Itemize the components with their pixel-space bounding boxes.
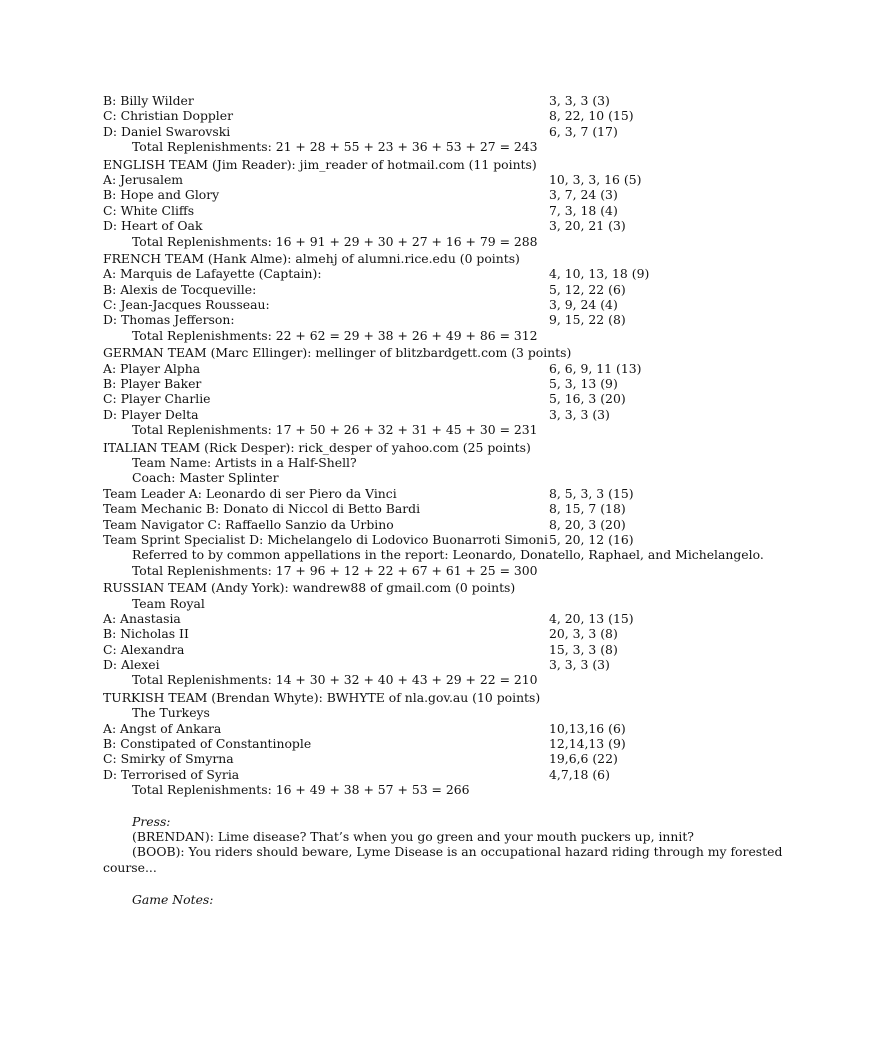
roster-row — [103, 282, 793, 297]
rider-stats: 4,7,18 (6) — [549, 766, 610, 782]
rider-name: D: Player Delta — [103, 406, 199, 422]
team-coach: Coach: Master Splinter — [132, 470, 279, 486]
rider-name: B: Constipated of Constantinople — [103, 736, 312, 752]
russian-team-section — [103, 580, 793, 688]
roster-row — [103, 312, 793, 327]
team-header: RUSSIAN TEAM (Andy York): wandrew88 of gmail.com (0 points) — [103, 580, 516, 596]
rider-name: A: Player Alpha — [103, 360, 201, 376]
rider-stats: 3, 3, 3 (3) — [549, 657, 610, 673]
roster-row — [103, 203, 793, 218]
game-notes-heading: Game Notes: — [132, 892, 214, 908]
roster-row — [103, 93, 793, 108]
team-name: Team Name: Artists in a Half-Shell? — [132, 454, 357, 470]
press-quote-boob: (BOOB): You riders should beware, Lyme Disease is an occupational hazard riding through my forested course... — [103, 844, 783, 876]
total-replenishments: Total Replenishments: 17 + 96 + 12 + 22 + 67 + 61 + 25 = 300 — [132, 562, 538, 578]
press-heading: Press: — [132, 813, 171, 829]
rider-stats: 15, 3, 3 (8) — [549, 641, 618, 657]
rider-name: C: Jean-Jacques Rousseau: — [103, 297, 270, 313]
rider-stats: 5, 3, 13 (9) — [549, 376, 618, 392]
rider-name: C: Smirky of Smyrna — [103, 751, 234, 767]
total-replenishments: Total Replenishments: 14 + 30 + 32 + 40 + 43 + 29 + 22 = 210 — [132, 672, 538, 688]
rider-name: C: Player Charlie — [103, 391, 211, 407]
italian-team-section — [103, 440, 793, 579]
roster-row — [103, 407, 793, 422]
rider-stats: 9, 15, 22 (8) — [549, 312, 626, 328]
rider-name: Team Navigator C: Raffaello Sanzio da Urbino — [103, 516, 394, 532]
team-header: ITALIAN TEAM (Rick Desper): rick_desper of yahoo.com (25 points) — [103, 439, 531, 455]
rider-stats: 10, 3, 3, 16 (5) — [549, 171, 642, 187]
rider-name: Team Leader A: Leonardo di ser Piero da Vinci — [103, 485, 397, 501]
rider-stats: 5, 20, 12 (16) — [549, 531, 634, 547]
top-team-section — [103, 93, 793, 155]
roster-row — [103, 108, 793, 123]
total-replenishments: Total Replenishments: 17 + 50 + 26 + 32 + 31 + 45 + 30 = 231 — [132, 422, 538, 438]
roster-row — [103, 218, 793, 233]
team-header: GERMAN TEAM (Marc Ellinger): mellinger of blitzbardgett.com (3 points) — [103, 345, 572, 361]
total-replenishments: Total Replenishments: 21 + 28 + 55 + 23 + 36 + 53 + 27 = 243 — [132, 139, 538, 155]
rider-stats: 7, 3, 18 (4) — [549, 202, 618, 218]
rider-stats: 8, 5, 3, 3 (15) — [549, 485, 634, 501]
roster-row — [103, 297, 793, 312]
game-notes-section — [103, 892, 793, 907]
roster-row — [103, 266, 793, 281]
rider-name: D: Alexei — [103, 657, 160, 673]
roster-row — [103, 187, 793, 202]
rider-stats: 3, 3, 3 (3) — [549, 93, 610, 108]
roster-row — [103, 751, 793, 766]
press-section — [103, 814, 793, 877]
turkish-team-section — [103, 690, 793, 798]
team-note: Referred to by common appellations in the report: Leonardo, Donatello, Raphael, and Michelangelo. — [132, 547, 764, 563]
rider-name: C: Christian Doppler — [103, 108, 234, 124]
rider-name: A: Marquis de Lafayette (Captain): — [103, 266, 322, 282]
roster-row — [103, 376, 793, 391]
rider-stats: 6, 6, 9, 11 (13) — [549, 360, 642, 376]
rider-name: B: Nicholas II — [103, 626, 189, 642]
rider-stats: 3, 20, 21 (3) — [549, 218, 626, 234]
rider-stats: 5, 12, 22 (6) — [549, 281, 626, 297]
team-name: The Turkeys — [132, 705, 210, 721]
total-replenishments: Total Replenishments: 22 + 62 = 29 + 38 + 26 + 49 + 86 = 312 — [132, 327, 538, 343]
rider-name: B: Hope and Glory — [103, 187, 220, 203]
team-header: ENGLISH TEAM (Jim Reader): jim_reader of hotmail.com (11 points) — [103, 156, 537, 172]
rider-stats: 4, 10, 13, 18 (9) — [549, 266, 650, 282]
rider-name: D: Terrorised of Syria — [103, 766, 240, 782]
roster-row — [103, 124, 793, 139]
rider-stats: 5, 16, 3 (20) — [549, 391, 626, 407]
total-replenishments: Total Replenishments: 16 + 49 + 38 + 57 + 53 = 266 — [132, 782, 470, 798]
rider-stats: 3, 3, 3 (3) — [549, 406, 610, 422]
rider-stats: 8, 15, 7 (18) — [549, 501, 626, 517]
rider-name: Team Sprint Specialist D: Michelangelo di Lodovico Buonarroti Simoni — [103, 531, 548, 547]
document-page — [103, 93, 793, 908]
rider-stats: 4, 20, 13 (15) — [549, 610, 634, 626]
roster-row — [103, 486, 793, 501]
roster-row — [103, 172, 793, 187]
rider-stats: 10,13,16 (6) — [549, 720, 626, 736]
team-name: Team Royal — [132, 595, 205, 611]
roster-row — [103, 736, 793, 751]
rider-name: D: Heart of Oak — [103, 218, 203, 234]
roster-row — [103, 611, 793, 626]
rider-name: B: Alexis de Tocqueville: — [103, 281, 257, 297]
roster-row — [103, 657, 793, 672]
roster-row — [103, 767, 793, 782]
roster-row — [103, 532, 793, 547]
team-header: TURKISH TEAM (Brendan Whyte): BWHYTE of nla.gov.au (10 points) — [103, 689, 541, 705]
rider-name: A: Jerusalem — [103, 171, 184, 187]
english-team-section — [103, 157, 793, 249]
rider-name: B: Billy Wilder — [103, 93, 194, 108]
rider-stats: 12,14,13 (9) — [549, 736, 626, 752]
rider-name: C: White Cliffs — [103, 202, 195, 218]
roster-row — [103, 391, 793, 406]
team-header: FRENCH TEAM (Hank Alme): almehj of alumni.rice.edu (0 points) — [103, 250, 520, 266]
rider-name: D: Daniel Swarovski — [103, 123, 231, 139]
rider-name: Team Mechanic B: Donato di Niccol di Betto Bardi — [103, 501, 421, 517]
german-team-section — [103, 345, 793, 437]
rider-stats: 6, 3, 7 (17) — [549, 123, 618, 139]
rider-name: A: Angst of Ankara — [103, 720, 222, 736]
rider-name: A: Anastasia — [103, 610, 181, 626]
rider-stats: 3, 7, 24 (3) — [549, 187, 618, 203]
total-replenishments: Total Replenishments: 16 + 91 + 29 + 30 + 27 + 16 + 79 = 288 — [132, 233, 538, 249]
rider-name: C: Alexandra — [103, 641, 185, 657]
press-quote-brendan: (BRENDAN): Lime disease? That’s when you go green and your mouth puckers up, innit? — [132, 828, 694, 844]
roster-row — [103, 517, 793, 532]
rider-stats: 8, 20, 3 (20) — [549, 516, 626, 532]
french-team-section — [103, 251, 793, 343]
roster-row — [103, 642, 793, 657]
roster-row — [103, 626, 793, 641]
rider-stats: 20, 3, 3 (8) — [549, 626, 618, 642]
roster-row — [103, 721, 793, 736]
rider-stats: 3, 9, 24 (4) — [549, 297, 618, 313]
roster-row — [103, 501, 793, 516]
rider-stats: 19,6,6 (22) — [549, 751, 618, 767]
rider-stats: 8, 22, 10 (15) — [549, 108, 634, 124]
rider-name: D: Thomas Jefferson: — [103, 312, 235, 328]
rider-name: B: Player Baker — [103, 376, 202, 392]
roster-row — [103, 361, 793, 376]
